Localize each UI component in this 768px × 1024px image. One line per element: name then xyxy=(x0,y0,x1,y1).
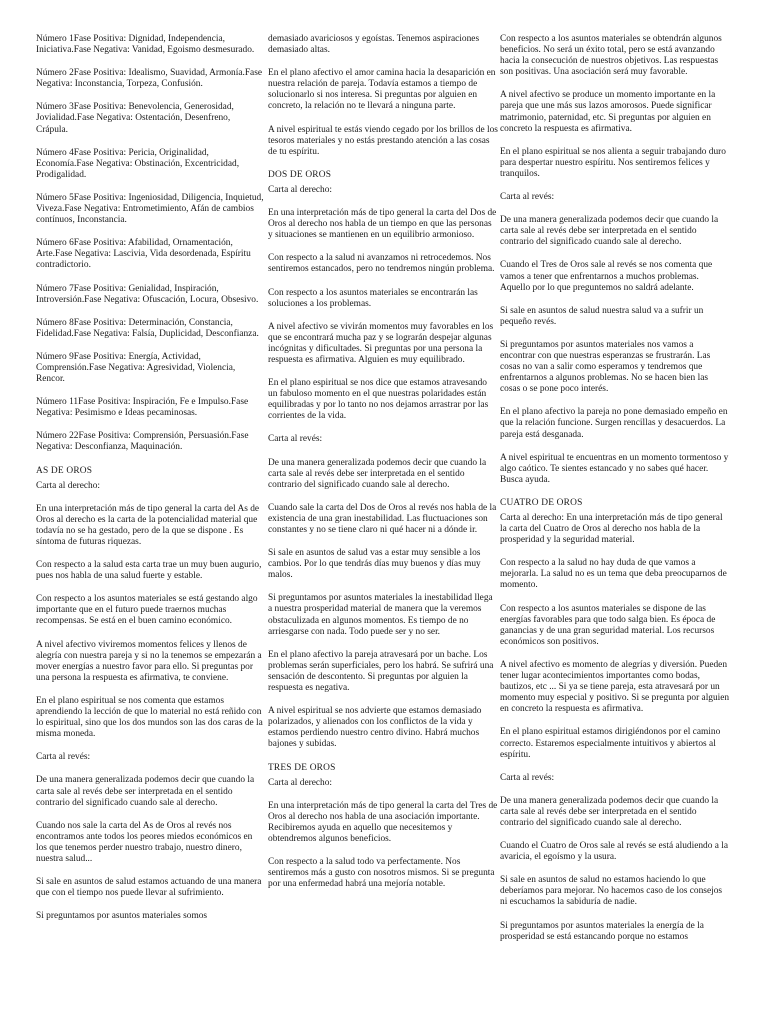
paragraph: A nivel espiritual te encuentras en un momento tormentoso y algo caótico. Te sientes estancado y no sabes qué hacer. Busca ayuda. xyxy=(500,452,729,485)
paragraph: Con respecto a los asuntos materiales se obtendrán algunos beneficios. No será un éxito total, pero se está avanzando hacia la consecución de nuestros objetivos. Las respuestas son positivas. Una asociación será muy favorable. xyxy=(500,34,722,78)
paragraph: En el plano afectivo el amor camina hacia la desaparición en nuestra relación de pareja. Todavía estamos a tiempo de solucionarlo si nos interesa. Si preguntas por alguien en concreto, la relación no te llevará a ninguna parte. xyxy=(268,68,496,112)
paragraph: En una interpretación más de tipo general la carta del As de Oros al derecho es la carta de la potencialidad material que todavía no se ha gestado, pero de la que se dispone . Es síntoma de futuras riquezas. xyxy=(36,503,260,547)
paragraph: De una manera generalizada podemos decir que cuando la carta sale al revés debe ser interpretada en el sentido contrario del significado cuando sale al derecho. xyxy=(36,775,255,808)
paragraph: Si sale en asuntos de salud estamos actuando de una manera que con el tiempo nos puede llevar al sufrimiento. xyxy=(36,877,262,899)
section-heading: CUATRO DE OROS xyxy=(500,497,583,508)
subheading: Carta al revés: xyxy=(500,772,555,783)
paragraph: Cuando el Cuatro de Oros sale al revés se está aludiendo a la avaricia, el egoísmo y la usura. xyxy=(500,841,729,863)
paragraph: Si sale en asuntos de salud vas a estar muy sensible a los cambios. Por lo que tendrás días muy buenos y días muy malos. xyxy=(268,548,481,581)
paragraph: Si sale en asuntos de salud nuestra salud va a sufrir un pequeño revés. xyxy=(500,305,704,327)
subheading: Carta al revés: xyxy=(268,434,323,445)
paragraph: Si preguntamos por asuntos materiales la inestabilidad llega a nuestra prosperidad material de manera que la veremos obstaculizada en algunos momentos. Es tiempo de no arriesgarse con nada. Todo puede ser y no ser. xyxy=(268,593,493,637)
paragraph: Número 4Fase Positiva: Pericia, Originalidad, Economía.Fase Negativa: Obstinación, Excentricidad, Prodigalidad. xyxy=(36,147,240,180)
paragraph: Con respecto a los asuntos materiales se dispone de las energías favorables para que todo salga bien. Es época de ganancias y de una gran seguridad material. Los recursos económicos son positivos. xyxy=(500,603,716,647)
paragraph: Número 7Fase Positiva: Genialidad, Inspiración, Introversión.Fase Negativa: Ofuscación, Locura, Obsesivo. xyxy=(36,283,259,305)
subheading: Carta al revés: xyxy=(36,752,91,763)
paragraph: Carta al derecho: En una interpretación más de tipo general la carta del Cuatro de Oros al derecho nos habla de la prosperidad y la seguridad material. xyxy=(500,513,723,546)
paragraph: Cuando el Tres de Oros sale al revés se nos comenta que vamos a tener que enfrentarnos a muchos problemas. Aquello por lo que preguntemos no saldrá adelante. xyxy=(500,260,713,293)
paragraph: A nivel afectivo se produce un momento importante en la pareja que une más sus lazos amorosos. Puede significar matrimonio, paternidad, etc. Si preguntas por alguien en concreto la respuesta es afirmativa. xyxy=(500,90,716,134)
paragraph: Número 11Fase Positiva: Inspiración, Fe e Impulso.Fase Negativa: Pesimismo e Ideas pecaminosas. xyxy=(36,397,249,419)
paragraph: Si preguntamos por asuntos materiales somos xyxy=(36,911,208,922)
paragraph: Con respecto a la salud esta carta trae un muy buen augurio, pues nos habla de una salud fuerte y estable. xyxy=(36,560,262,582)
section-heading: AS DE OROS xyxy=(36,465,93,476)
subheading: Carta al derecho: xyxy=(36,480,101,491)
paragraph: En el plano afectivo la pareja no pone demasiado empeño en que la relación funcione. Surgen rencillas y desacuerdos. La pareja está desganada. xyxy=(500,407,728,440)
subheading: Carta al derecho: xyxy=(268,184,333,195)
paragraph: Número 3Fase Positiva: Benevolencia, Generosidad, Jovialidad.Fase Negativa: Ostentación, Desenfreno, Crápula. xyxy=(36,102,234,135)
section-heading: DOS DE OROS xyxy=(268,169,332,180)
paragraph: demasiado avariciosos y egoístas. Tenemos aspiraciones demasiado altas. xyxy=(268,34,480,56)
paragraph: Si sale en asuntos de salud no estamos haciendo lo que deberíamos para mejorar. No hacemos caso de los consejos ni escuchamos la sabiduría de nadie. xyxy=(500,875,723,908)
paragraph: A nivel afectivo es momento de alegrías y diversión. Pueden tener lugar acontecimientos importantes como bodas, bautizos, etc ... Si ya se tiene pareja, esta atravesará por un momento muy especial y positivo. Si se pregunta por alguien en concreto la respuesta es afirmativa. xyxy=(500,659,730,715)
paragraph: Número 5Fase Positiva: Ingeniosidad, Diligencia, Inquietud, Viveza.Fase Negativa: Entrometimiento, Afán de cambios contínuos, Inconstancia. xyxy=(36,192,264,226)
paragraph: A nivel afectivo se vivirán momentos muy favorables en los que se encontrará mucha paz y se lograrán despejar algunas incógnitas y dificultades. Si preguntas por una persona la respuesta es afirmativa. Alguien es muy equilibrado. xyxy=(268,321,494,365)
paragraph: Cuando sale la carta del Dos de Oros al revés nos habla de la existencia de una gran inestabilidad. Las fluctuaciones son constantes y no se tiene claro ni qué hacer ni a dónde ir. xyxy=(268,502,497,535)
paragraph: Con respecto a la salud todo va perfectamente. Nos sentiremos más a gusto con nosotros mismos. Si se pregunta por una enfermedad habrá una mejoría notable. xyxy=(268,857,495,890)
paragraph: Cuando nos sale la carta del As de Oros al revés nos encontramos ante todos los peores miedos económicos en los que tenemos perder nuestro trabajo, nuestro dinero, nuestra salud... xyxy=(36,820,253,864)
paragraph: En el plano espiritual se nos alienta a seguir trabajando duro para despertar nuestro espíritu. Nos sentiremos felices y tranquilos. xyxy=(500,146,726,179)
paragraph: En el plano afectivo la pareja atravesará por un bache. Los problemas serán superficiales, pero los habrá. Se sufrirá una sensación de descontento. Si preguntas por alguien la respuesta es negativa. xyxy=(268,649,494,694)
paragraph: Número 8Fase Positiva: Determinación, Constancia, Fidelidad.Fase Negativa: Falsía, Duplicidad, Desconfianza. xyxy=(36,317,259,339)
section-heading: TRES DE OROS xyxy=(268,762,336,773)
subheading: Carta al revés: xyxy=(500,192,555,203)
paragraph: Número 22Fase Positiva: Comprensión, Persuasión.Fase Negativa: Desconfianza, Maquinación. xyxy=(36,431,249,453)
paragraph: Con respecto a la salud ni avanzamos ni retrocedemos. Nos sentiremos estancados, pero no tendremos ningún problema. xyxy=(268,253,495,275)
text-column-3 xyxy=(500,34,730,955)
paragraph: Si preguntamos por asuntos materiales la energía de la prosperidad se está estancando porque no estamos xyxy=(500,920,704,942)
subheading: Carta al derecho: xyxy=(268,777,333,788)
paragraph: Con respecto a los asuntos materiales se está gestando algo importante que en el futuro puede traernos muchas recompensas. Se está en el buen camino económico. xyxy=(36,594,258,627)
text-column-1 xyxy=(36,34,264,934)
paragraph: En una interpretación más de tipo general la carta del Tres de Oros al derecho nos habla de una asociación importante. Recibiremos ayuda en aquello que necesitemos y obtendremos algunos beneficios. xyxy=(268,800,498,844)
paragraph: A nivel espiritual se nos advierte que estamos demasiado polarizados, y alienados con los conflictos de la vida y estamos perdiendo nuestro centro divino. Habrá muchos bajones y subidas. xyxy=(268,706,482,750)
text-column-2 xyxy=(268,34,498,902)
paragraph: Si preguntamos por asuntos materiales nos vamos a encontrar con que nuestras esperanzas se frustrarán. Las cosas no van a salir como esperamos y tendremos que enfrentarnos a algunos problemas. No se hacen bien las cosas o se pone poco interés. xyxy=(500,339,711,395)
paragraph: Número 1Fase Positiva: Dignidad, Independencia, Iniciativa.Fase Negativa: Vanidad, Egoismo desmesurado. xyxy=(36,34,255,56)
paragraph: En una interpretación más de tipo general la carta del Dos de Oros al derecho nos habla de un tiempo en que las personas y situaciones se mantienen en un equilibrio armonioso. xyxy=(268,208,497,241)
paragraph: Número 2Fase Positiva: Idealismo, Suavidad, Armonía.Fase Negativa: Inconstancia, Torpeza, Confusión. xyxy=(36,68,263,90)
paragraph: En el plano espiritual se nos comenta que estamos aprendiendo la lección de que lo material no está reñido con lo espiritual, sino que los dos mundos son las dos caras de la misma moneda. xyxy=(36,695,263,740)
paragraph: A nivel espiritual te estás viendo cegado por los brillos de los tesoros materiales y no estás prestando atención a las cosas de tu espíritu. xyxy=(268,124,498,157)
paragraph: Número 6Fase Positiva: Afabilidad, Ornamentación, Arte.Fase Negativa: Lascivia, Vida desordenada, Espíritu contradictorio. xyxy=(36,238,251,271)
paragraph: De una manera generalizada podemos decir que cuando la carta sale al revés debe ser interpretada en el sentido contrario del significado cuando sale al derecho. xyxy=(500,215,719,248)
paragraph: De una manera generalizada podemos decir que cuando la carta sale al revés debe ser interpretada en el sentido contrario del significado cuando sale al derecho. xyxy=(500,795,719,828)
paragraph: Con respecto a los asuntos materiales se encontrarán las soluciones a los problemas. xyxy=(268,287,478,309)
paragraph: De una manera generalizada podemos decir que cuando la carta sale al revés debe ser interpretada en el sentido contrario del significado cuando sale al derecho. xyxy=(268,457,487,490)
paragraph: Número 9Fase Positiva: Energía, Actividad, Comprensión.Fase Negativa: Agresividad, Violencia, Rencor. xyxy=(36,351,236,385)
paragraph: En el plano espiritual estamos dirigiéndonos por el camino correcto. Estaremos especialmente intuitivos y abiertos al espíritu. xyxy=(500,727,721,760)
paragraph: En el plano espiritual se nos dice que estamos atravesando un fabuloso momento en el que nuestras polaridades están equilibradas y por lo tanto no nos dejamos arrastrar por las corrientes de la vida. xyxy=(268,378,489,422)
paragraph: A nivel afectivo viviremos momentos felices y llenos de alegría con nuestra pareja y si no la tenemos se empezarán a mover energías a nuestro favor para ello. Si preguntas por una persona la respuesta es afirmativa, te conviene. xyxy=(36,639,262,683)
paragraph: Con respecto a la salud no hay duda de que vamos a mejorarla. La salud no es un tema que deba preocuparnos de momento. xyxy=(500,558,727,591)
